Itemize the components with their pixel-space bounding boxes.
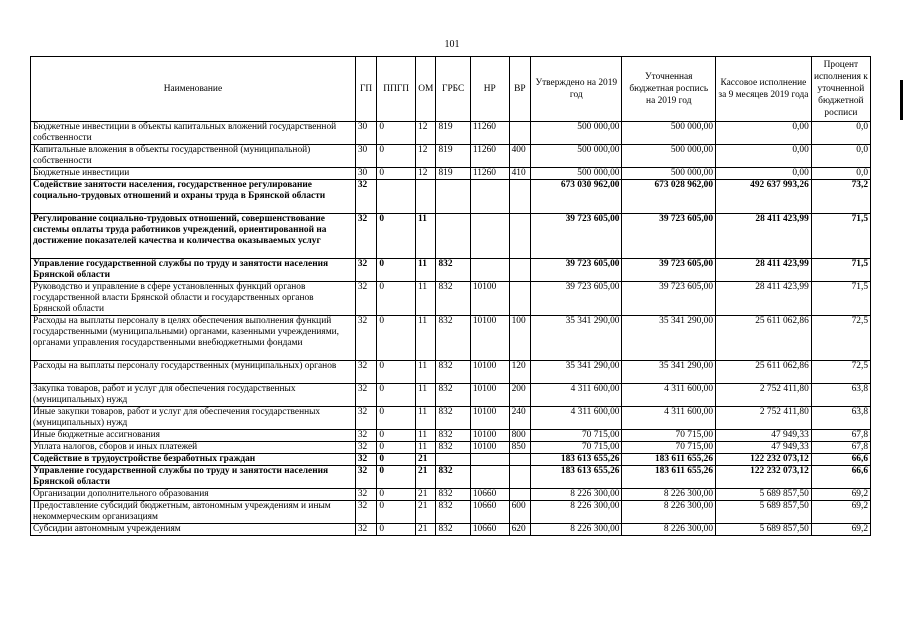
cell-name: Бюджетные инвестиции	[31, 168, 356, 180]
header-vr: ВР	[509, 57, 531, 122]
header-percent: Процент исполнения к уточненной бюджетной росписи	[811, 57, 870, 122]
cell-cash: 28 411 423,99	[716, 259, 812, 282]
cell-om: 11	[416, 430, 436, 442]
cell-approved: 8 226 300,00	[531, 501, 622, 524]
cell-vr	[509, 489, 531, 501]
cell-gp: 32	[355, 442, 377, 454]
cell-grbs: 832	[436, 407, 470, 430]
cell-grbs	[436, 214, 470, 259]
cell-percent: 66,6	[811, 454, 870, 466]
table-row	[31, 407, 871, 430]
cell-percent: 69,2	[811, 524, 870, 536]
cell-nr	[470, 454, 509, 466]
table-row	[31, 168, 871, 180]
cell-vr	[509, 282, 531, 316]
cell-specified: 39 723 605,00	[622, 214, 716, 259]
cell-specified: 500 000,00	[622, 168, 716, 180]
header-cash: Кассовое исполнение за 9 месяцев 2019 года	[716, 57, 812, 122]
cell-gp: 32	[355, 430, 377, 442]
cell-om: 11	[416, 361, 436, 384]
cell-vr: 410	[509, 168, 531, 180]
cell-specified: 500 000,00	[622, 122, 716, 145]
cell-vr: 620	[509, 524, 531, 536]
table-row	[31, 180, 871, 214]
cell-gp: 32	[355, 501, 377, 524]
cell-ppgp: 0	[377, 384, 416, 407]
cell-gp: 32	[355, 214, 377, 259]
cell-grbs: 832	[436, 466, 470, 489]
cell-vr: 120	[509, 361, 531, 384]
cell-cash: 0,00	[716, 145, 812, 168]
header-name: Наименование	[31, 57, 356, 122]
header-specified: Уточненная бюджетная роспись на 2019 год	[622, 57, 716, 122]
cell-approved: 4 311 600,00	[531, 407, 622, 430]
cell-nr	[470, 466, 509, 489]
cell-cash: 5 689 857,50	[716, 501, 812, 524]
cell-specified: 39 723 605,00	[622, 282, 716, 316]
cell-om: 11	[416, 259, 436, 282]
cell-approved: 500 000,00	[531, 168, 622, 180]
margin-mark	[900, 80, 903, 120]
table-row	[31, 384, 871, 407]
table-row	[31, 442, 871, 454]
table-row	[31, 122, 871, 145]
header-om: ОМ	[416, 57, 436, 122]
cell-om: 11	[416, 316, 436, 361]
cell-om: 12	[416, 122, 436, 145]
cell-percent: 72,5	[811, 316, 870, 361]
cell-ppgp: 0	[377, 407, 416, 430]
cell-specified: 4 311 600,00	[622, 384, 716, 407]
cell-ppgp: 0	[377, 316, 416, 361]
cell-om: 21	[416, 466, 436, 489]
cell-cash: 122 232 073,12	[716, 454, 812, 466]
cell-grbs: 819	[436, 168, 470, 180]
cell-percent: 71,5	[811, 214, 870, 259]
cell-gp: 32	[355, 259, 377, 282]
cell-specified: 500 000,00	[622, 145, 716, 168]
cell-gp: 32	[355, 407, 377, 430]
header-approved: Утверждено на 2019 год	[531, 57, 622, 122]
cell-approved: 70 715,00	[531, 430, 622, 442]
cell-nr: 10100	[470, 282, 509, 316]
cell-percent: 71,5	[811, 282, 870, 316]
cell-grbs: 819	[436, 122, 470, 145]
cell-specified: 183 611 655,26	[622, 454, 716, 466]
cell-percent: 0,0	[811, 122, 870, 145]
header-nr: НР	[470, 57, 509, 122]
cell-ppgp: 0	[377, 145, 416, 168]
cell-grbs: 819	[436, 145, 470, 168]
cell-gp: 32	[355, 524, 377, 536]
cell-gp: 32	[355, 282, 377, 316]
cell-approved: 39 723 605,00	[531, 214, 622, 259]
cell-nr: 10660	[470, 524, 509, 536]
cell-vr: 200	[509, 384, 531, 407]
cell-grbs: 832	[436, 384, 470, 407]
cell-gp: 32	[355, 454, 377, 466]
cell-ppgp: 0	[377, 214, 416, 259]
cell-gp: 32	[355, 361, 377, 384]
cell-specified: 35 341 290,00	[622, 316, 716, 361]
cell-specified: 673 028 962,00	[622, 180, 716, 214]
cell-ppgp: 0	[377, 122, 416, 145]
cell-grbs: 832	[436, 442, 470, 454]
table-row	[31, 316, 871, 361]
cell-ppgp: 0	[377, 454, 416, 466]
cell-cash: 5 689 857,50	[716, 524, 812, 536]
cell-nr: 11260	[470, 122, 509, 145]
cell-name: Капитальные вложения в объекты государственной (муниципальной) собственности	[31, 145, 356, 168]
cell-om: 11	[416, 214, 436, 259]
cell-approved: 39 723 605,00	[531, 282, 622, 316]
cell-nr: 10100	[470, 442, 509, 454]
cell-name: Предоставление субсидий бюджетным, автономным учреждениям и иным некоммерческим организациям	[31, 501, 356, 524]
cell-approved: 39 723 605,00	[531, 259, 622, 282]
cell-om: 11	[416, 384, 436, 407]
cell-percent: 0,0	[811, 168, 870, 180]
cell-vr: 240	[509, 407, 531, 430]
cell-nr	[470, 214, 509, 259]
cell-nr: 10660	[470, 501, 509, 524]
cell-specified: 8 226 300,00	[622, 501, 716, 524]
cell-percent: 63,8	[811, 407, 870, 430]
table-row	[31, 259, 871, 282]
cell-ppgp: 0	[377, 501, 416, 524]
cell-approved: 35 341 290,00	[531, 361, 622, 384]
cell-approved: 8 226 300,00	[531, 524, 622, 536]
cell-cash: 5 689 857,50	[716, 489, 812, 501]
cell-nr	[470, 259, 509, 282]
table-body	[31, 122, 871, 536]
cell-nr: 10100	[470, 384, 509, 407]
cell-specified: 70 715,00	[622, 430, 716, 442]
cell-cash: 492 637 993,26	[716, 180, 812, 214]
cell-gp: 32	[355, 466, 377, 489]
cell-percent: 66,6	[811, 466, 870, 489]
cell-vr: 600	[509, 501, 531, 524]
cell-percent: 72,5	[811, 361, 870, 384]
cell-om: 21	[416, 454, 436, 466]
cell-cash: 2 752 411,80	[716, 407, 812, 430]
cell-om: 11	[416, 407, 436, 430]
cell-nr: 10100	[470, 361, 509, 384]
cell-name: Иные бюджетные ассигнования	[31, 430, 356, 442]
table-row	[31, 214, 871, 259]
cell-cash: 47 949,33	[716, 430, 812, 442]
cell-cash: 2 752 411,80	[716, 384, 812, 407]
cell-approved: 673 030 962,00	[531, 180, 622, 214]
table-header-row	[31, 57, 871, 122]
cell-om: 11	[416, 282, 436, 316]
cell-grbs: 832	[436, 316, 470, 361]
cell-cash: 0,00	[716, 168, 812, 180]
table-row	[31, 282, 871, 316]
table-row	[31, 466, 871, 489]
cell-name: Бюджетные инвестиции в объекты капитальных вложений государственной собственности	[31, 122, 356, 145]
cell-gp: 32	[355, 384, 377, 407]
cell-approved: 70 715,00	[531, 442, 622, 454]
table-row	[31, 501, 871, 524]
cell-om: 12	[416, 145, 436, 168]
cell-specified: 4 311 600,00	[622, 407, 716, 430]
cell-vr	[509, 180, 531, 214]
cell-vr: 850	[509, 442, 531, 454]
cell-name: Субсидии автономным учреждениям	[31, 524, 356, 536]
cell-om: 21	[416, 489, 436, 501]
cell-ppgp: 0	[377, 489, 416, 501]
cell-gp: 30	[355, 168, 377, 180]
cell-gp: 30	[355, 145, 377, 168]
cell-name: Управление государственной службы по труду и занятости населения Брянской области	[31, 259, 356, 282]
cell-gp: 32	[355, 180, 377, 214]
cell-percent: 0,0	[811, 145, 870, 168]
cell-grbs: 832	[436, 501, 470, 524]
cell-grbs	[436, 180, 470, 214]
cell-specified: 39 723 605,00	[622, 259, 716, 282]
cell-cash: 25 611 062,86	[716, 316, 812, 361]
cell-nr: 10100	[470, 407, 509, 430]
header-gp: ГП	[355, 57, 377, 122]
cell-percent: 69,2	[811, 501, 870, 524]
cell-om	[416, 180, 436, 214]
cell-grbs: 832	[436, 430, 470, 442]
cell-approved: 4 311 600,00	[531, 384, 622, 407]
cell-approved: 8 226 300,00	[531, 489, 622, 501]
table-row	[31, 361, 871, 384]
cell-approved: 183 613 655,26	[531, 466, 622, 489]
cell-cash: 28 411 423,99	[716, 214, 812, 259]
cell-vr	[509, 454, 531, 466]
cell-nr: 10100	[470, 316, 509, 361]
cell-vr: 800	[509, 430, 531, 442]
cell-cash: 25 611 062,86	[716, 361, 812, 384]
cell-name: Расходы на выплаты персоналу государственных (муниципальных) органов	[31, 361, 356, 384]
cell-name: Организации дополнительного образования	[31, 489, 356, 501]
cell-nr: 10100	[470, 430, 509, 442]
cell-percent: 73,2	[811, 180, 870, 214]
cell-nr: 11260	[470, 145, 509, 168]
cell-grbs: 832	[436, 282, 470, 316]
cell-name: Руководство и управление в сфере установленных функций органов государственной власти Брянской области и государственных органов Брянской области	[31, 282, 356, 316]
cell-cash: 47 949,33	[716, 442, 812, 454]
cell-vr	[509, 259, 531, 282]
cell-specified: 8 226 300,00	[622, 524, 716, 536]
cell-approved: 500 000,00	[531, 145, 622, 168]
cell-percent: 71,5	[811, 259, 870, 282]
cell-vr	[509, 122, 531, 145]
cell-cash: 122 232 073,12	[716, 466, 812, 489]
cell-om: 12	[416, 168, 436, 180]
cell-specified: 70 715,00	[622, 442, 716, 454]
cell-name: Уплата налогов, сборов и иных платежей	[31, 442, 356, 454]
cell-nr: 11260	[470, 168, 509, 180]
cell-grbs: 832	[436, 524, 470, 536]
cell-percent: 67,8	[811, 442, 870, 454]
cell-percent: 69,2	[811, 489, 870, 501]
cell-name: Содействие занятости населения, государственное регулирование социально-трудовых отношений и охраны труда в Брянской области	[31, 180, 356, 214]
cell-vr: 400	[509, 145, 531, 168]
cell-om: 21	[416, 501, 436, 524]
cell-name: Регулирование социально-трудовых отношений, совершенствование системы оплаты труда работников учреждений, ориентированной на достижение показателей качества и количества оказываемых услуг	[31, 214, 356, 259]
cell-cash: 28 411 423,99	[716, 282, 812, 316]
cell-vr	[509, 214, 531, 259]
header-grbs: ГРБС	[436, 57, 470, 122]
cell-ppgp: 0	[377, 168, 416, 180]
cell-om: 21	[416, 524, 436, 536]
table-row	[31, 454, 871, 466]
table-row	[31, 145, 871, 168]
cell-grbs: 832	[436, 259, 470, 282]
cell-grbs: 832	[436, 361, 470, 384]
cell-approved: 35 341 290,00	[531, 316, 622, 361]
cell-ppgp: 0	[377, 466, 416, 489]
cell-gp: 32	[355, 316, 377, 361]
cell-name: Закупка товаров, работ и услуг для обеспечения государственных (муниципальных) нужд	[31, 384, 356, 407]
cell-nr: 10660	[470, 489, 509, 501]
cell-om: 11	[416, 442, 436, 454]
cell-specified: 8 226 300,00	[622, 489, 716, 501]
cell-percent: 63,8	[811, 384, 870, 407]
table-row	[31, 430, 871, 442]
cell-grbs	[436, 454, 470, 466]
cell-ppgp: 0	[377, 430, 416, 442]
cell-grbs: 832	[436, 489, 470, 501]
page-number: 101	[444, 39, 460, 50]
cell-name: Иные закупки товаров, работ и услуг для обеспечения государственных (муниципальных) нужд	[31, 407, 356, 430]
cell-ppgp: 0	[377, 442, 416, 454]
cell-name: Содействие в трудоустройстве безработных граждан	[31, 454, 356, 466]
cell-specified: 35 341 290,00	[622, 361, 716, 384]
cell-gp: 30	[355, 122, 377, 145]
cell-cash: 0,00	[716, 122, 812, 145]
header-ppgp: ППГП	[377, 57, 416, 122]
cell-name: Расходы на выплаты персоналу в целях обеспечения выполнения функций государственными (муниципальными) органами, казенными учреждениями, органами управления государственными внебюджетными фондами	[31, 316, 356, 361]
cell-gp: 32	[355, 489, 377, 501]
cell-ppgp: 0	[377, 259, 416, 282]
cell-approved: 500 000,00	[531, 122, 622, 145]
cell-ppgp	[377, 180, 416, 214]
cell-ppgp: 0	[377, 361, 416, 384]
cell-percent: 67,8	[811, 430, 870, 442]
table-row	[31, 524, 871, 536]
table-row	[31, 489, 871, 501]
cell-specified: 183 611 655,26	[622, 466, 716, 489]
cell-ppgp: 0	[377, 524, 416, 536]
cell-nr	[470, 180, 509, 214]
cell-vr	[509, 466, 531, 489]
cell-name: Управление государственной службы по труду и занятости населения Брянской области	[31, 466, 356, 489]
cell-approved: 183 613 655,26	[531, 454, 622, 466]
budget-table	[30, 56, 871, 536]
cell-vr: 100	[509, 316, 531, 361]
cell-ppgp: 0	[377, 282, 416, 316]
